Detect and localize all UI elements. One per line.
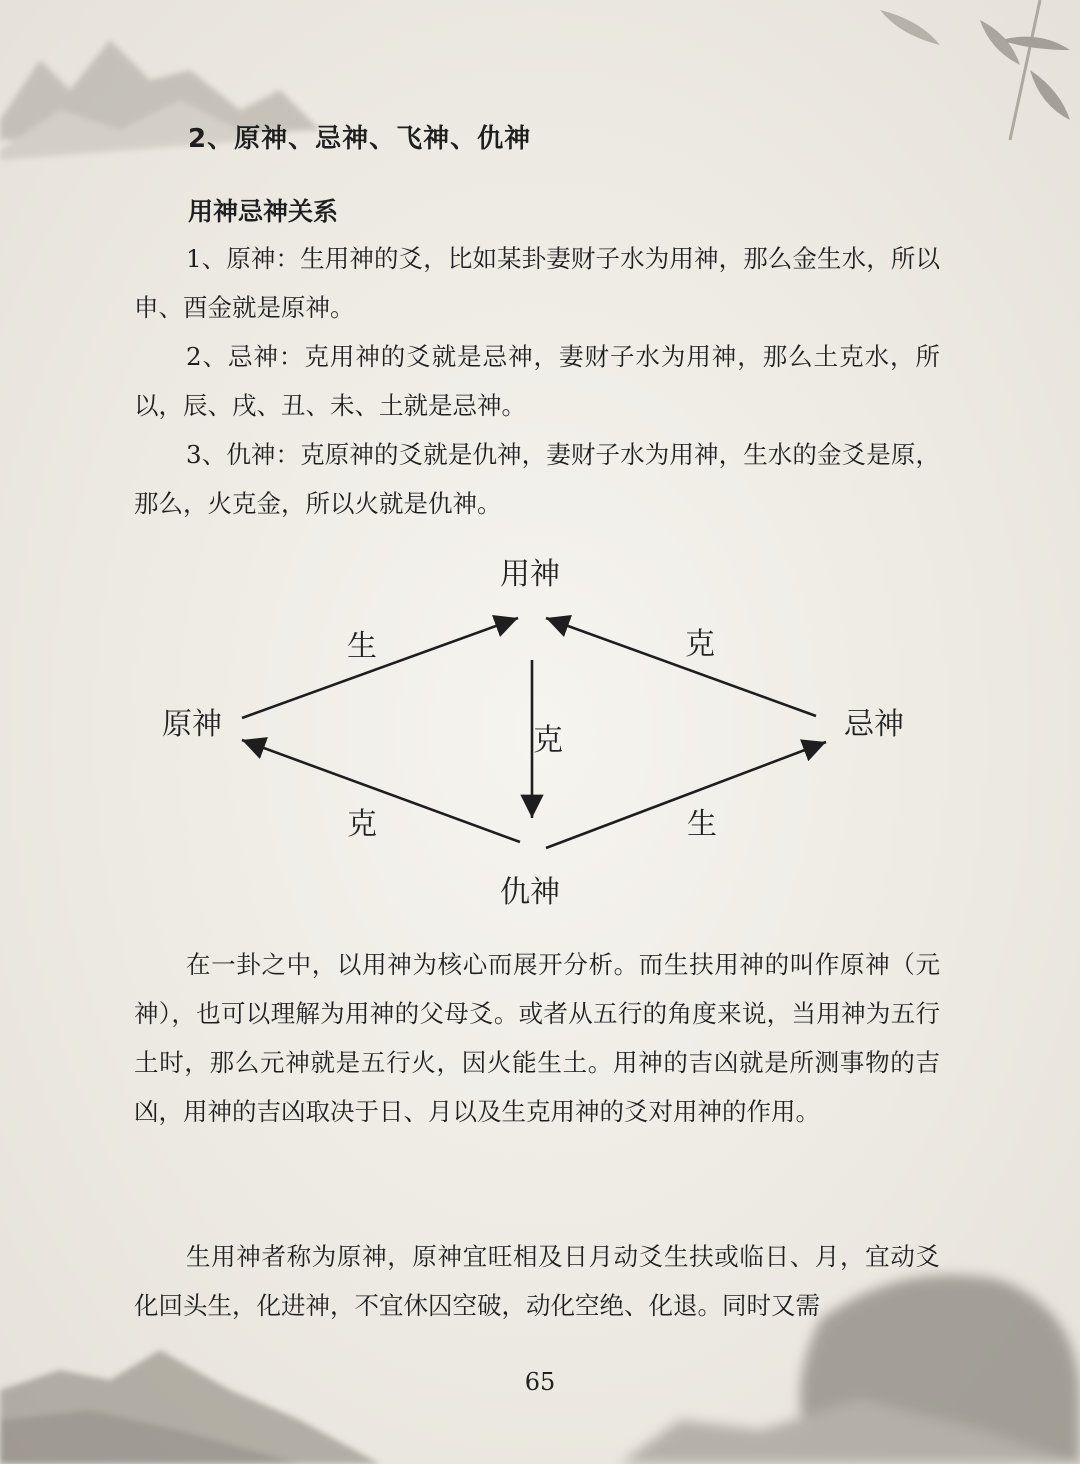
- relationship-diagram: [140, 540, 940, 920]
- edge-left-to-top: [242, 618, 518, 718]
- edge-bottom-to-left: [242, 740, 520, 842]
- node-yongshen: 用神: [500, 557, 560, 592]
- edge-bottom-to-right: [546, 742, 826, 848]
- node-choushen: 仇神: [500, 875, 560, 910]
- page-number: 65: [524, 1368, 556, 1396]
- paragraph-choushen: 3、仇神：克原神的爻就是仇神，妻财子水为用神，生水的金爻是原，那么，火克金，所以火就是仇神。: [134, 440, 940, 518]
- section-title: 2、原神、忌神、飞神、仇神: [188, 124, 532, 154]
- edge-label-sheng-left-top: 生: [347, 629, 377, 664]
- edge-label-ke-right-top: 克: [685, 627, 715, 662]
- edge-right-to-top: [546, 618, 816, 716]
- edge-label-ke-bottom-left: 克: [347, 807, 377, 842]
- paragraph-jishen: 2、忌神：克用神的爻就是忌神，妻财子水为用神，那么土克水，所以，辰、戌、丑、未、土就是忌神。: [134, 342, 940, 420]
- node-jishen: 忌神: [844, 707, 904, 742]
- edge-label-sheng-bottom-right: 生: [687, 807, 717, 842]
- node-yuanshen: 原神: [162, 707, 222, 742]
- paragraph-analysis: 在一卦之中，以用神为核心而展开分析。而生扶用神的叫作原神（元神），也可以理解为用神的父母爻。或者从五行的角度来说，当用神为五行土时，那么元神就是五行火，因火能生土。用神的吉凶就是所测事物的吉凶，用神的吉凶取决于日、月以及生克用神的爻对用神的作用。: [134, 950, 940, 1126]
- edge-label-ke-center: 克: [533, 723, 563, 758]
- paragraph-yuanshen-conditions: 生用神者称为原神，原神宜旺相及日月动爻生扶或临日、月，宜动爻化回头生，化进神，不宜休囚空破，动化空绝、化退。同时又需: [134, 1242, 940, 1320]
- paragraph-yuanshen: 1、原神：生用神的爻，比如某卦妻财子水为用神，那么金生水，所以申、酉金就是原神。: [134, 244, 940, 322]
- sub-title: 用神忌神关系: [188, 197, 339, 226]
